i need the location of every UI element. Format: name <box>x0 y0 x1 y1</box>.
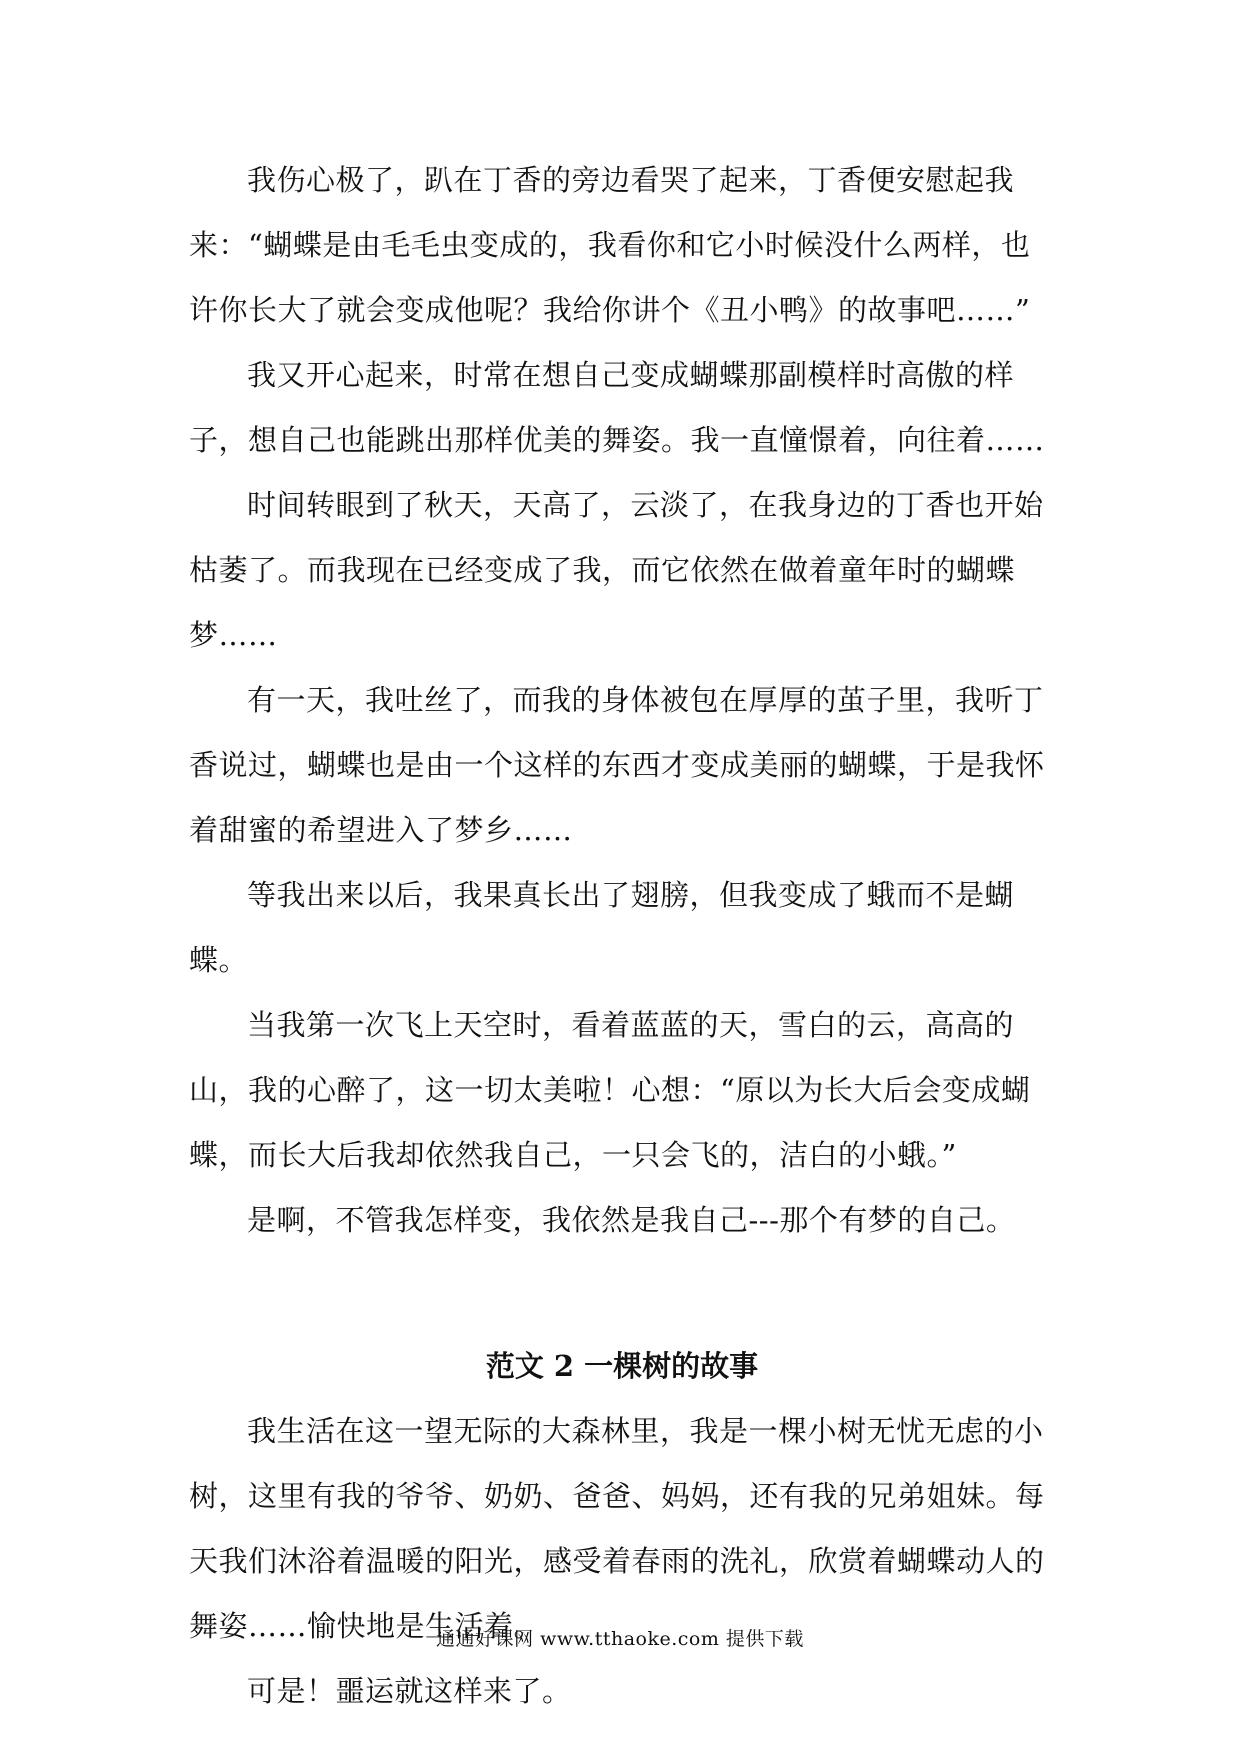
page-footer: 通通好课网 www.tthaoke.com 提供下载 <box>436 1628 804 1650</box>
paragraph: 当我第一次飞上天空时，看着蓝蓝的天，雪白的云，高高的山，我的心醉了，这一切太美啦！心想：“原以为长大后会变成蝴蝶，而长大后我却依然我自己，一只会飞的，洁白的小蛾。” <box>189 1008 1031 1172</box>
paragraph: 我伤心极了，趴在丁香的旁边看哭了起来，丁香便安慰起我来：“蝴蝶是由毛毛虫变成的，我看你和它小时候没什么两样，也许你长大了就会变成他呢？我给你讲个《丑小鸭》的故事吧……” <box>189 163 1031 327</box>
paragraph: 时间转眼到了秋天，天高了，云淡了，在我身边的丁香也开始枯萎了。而我现在已经变成了我，而它依然在做着童年时的蝴蝶梦…… <box>189 488 1044 652</box>
section-title: 范文 2 一棵树的故事 <box>485 1349 759 1383</box>
paragraph: 有一天，我吐丝了，而我的身体被包在厚厚的茧子里，我听丁香说过，蝴蝶也是由一个这样的东西才变成美丽的蝴蝶，于是我怀着甜蜜的希望进入了梦乡…… <box>189 683 1045 847</box>
paragraph: 我又开心起来，时常在想自己变成蝴蝶那副模样时高傲的样子，想自己也能跳出那样优美的舞姿。我一直憧憬着，向往着…… <box>189 358 1045 457</box>
paragraph: 等我出来以后，我果真长出了翅膀，但我变成了蛾而不是蝴蝶。 <box>189 878 1015 977</box>
document-body <box>189 148 1055 1724</box>
paragraph: 我生活在这一望无际的大森林里，我是一棵小树无忧无虑的小树，这里有我的爷爷、奶奶、爸爸、妈妈，还有我的兄弟姐妹。每天我们沐浴着温暖的阳光，感受着春雨的洗礼，欣赏着蝴蝶动人的舞姿……愉快地是生活着。 <box>189 1414 1045 1643</box>
paragraph: 可是！噩运就这样来了。 <box>247 1674 572 1708</box>
paragraph: 是啊，不管我怎样变，我依然是我自己---那个有梦的自己。 <box>247 1203 1016 1237</box>
